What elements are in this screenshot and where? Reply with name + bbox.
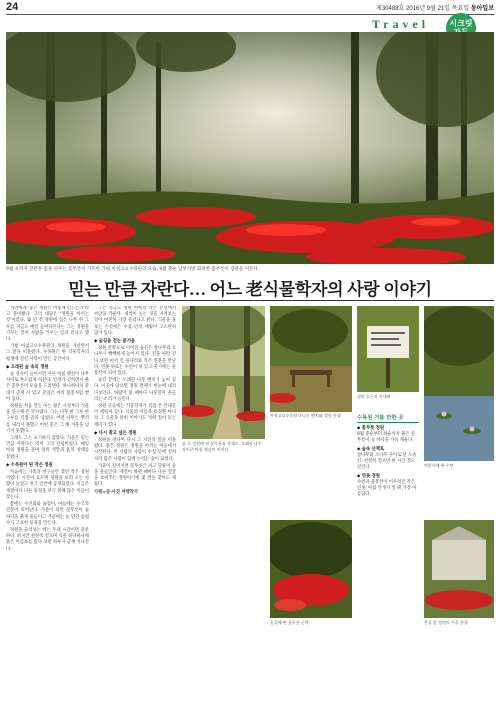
paper-name: 동아일보 (470, 6, 494, 12)
paragraph: 정원을 처음 만든 이는 젊은 시절부터 식물을 연구해 온 학자였다. 그는 나무 한 그루 한 그루를 직접 골라 심었다. 어떤 나무는 뿌리를 내리지 못했고 어떤 꽃은 그 해 겨울을 넘기지 못했다. (6, 404, 89, 434)
article-column-2 (94, 306, 176, 686)
paragraph: 그래도 그는 포기하지 않았다. 식물은 믿는 만큼 자란다는 것이 그의 신념이었다. 매일 아침 정원을 돌며 잎의 색깔과 흙의 상태를 살폈다. (6, 436, 89, 460)
photo5-caption: 숲길에 핀 꽃무릇 군락 (270, 620, 309, 625)
paragraph: 정원 곳곳에는 식물학자가 직접 쓴 안내문이 세워져 있다. 식물의 이름과 특징뿐 아니라 그 식물과 얽힌 이야기도 적혀 있어 읽는 재미가 있다. (94, 404, 176, 428)
paragraph: 가평 아침고요수목원의 정원을 거닐면서 그 말을 떠올렸다. 수목원은 한 식물학자의 평생에 걸친 사랑이 만든 공간이다. (6, 344, 89, 362)
paragraph: 지인에게 '좋은 정원은 어떻게 만드는가'라고 물어봤다. 그의 대답은 '정원을 아끼는 것'이었다. 몇 년 전 정원에 심은 나무 한 그루를 지금도 매일 들여다본다는 그는 정원을 가꾸는 일이 사람을 키우는 일과 같다고 했다. (6, 306, 89, 343)
info-box-title: 수목원 가볼 만한 곳 (357, 413, 419, 423)
section-label: Travel (372, 17, 430, 31)
paragraph: 봄에는 수선화와 튤립이, 여름에는 수국과 연꽃이 피어난다. 가을이 되면 꽃무릇이 숲 바닥을 붉게 물들이고 겨울에는 눈 덮인 침엽수가 고요한 풍경을 만든다. (6, 502, 89, 526)
info-box (357, 413, 419, 713)
photo-greenhouse (424, 520, 494, 618)
info-item-name: ◆ 꽃무릇 정원 (357, 426, 385, 431)
info-item (357, 474, 419, 498)
info-item-name: ◆ 숲속 산책로 (357, 447, 385, 452)
article-title: 믿는 만큼 자란다… 어느 老식물학자의 사랑 이야기 (68, 280, 432, 299)
paragraph: 정원 안쪽으로 이어진 숲길은 참나무와 소나무가 빽빽하게 늘어서 있다. 길을 따라 걷다 보면 이끼 낀 돌다리와 작은 연못을 만난다. 연못 위로는 수련이 떠 있고 물가에는 물봉선이 피어 있다. (94, 346, 176, 377)
info-item-desc: 참나무와 소나무 사이로 난 오솔길. 천천히 걸으면 한 시간 정도 걸린다. (357, 453, 417, 470)
paragraph: 숲길 끝에는 오래된 나무 벤치가 놓여 있다. 이곳에 앉으면 정원 전체가 한눈에 내려다보인다. 바람이 불 때마다 나뭇잎이 흔들리는 소리가 들린다. (94, 378, 176, 402)
page-number: 24 (6, 1, 19, 13)
issue-info (376, 3, 494, 12)
issue-date: 제30488호 2016년 9월 21일 목요일 (376, 6, 470, 12)
info-item (357, 447, 419, 471)
info-item-desc: 9월 중순부터 하순까지 붉은 꽃무릇이 숲 바닥을 가득 채운다. (357, 432, 416, 443)
byline: 가평=글·사진 여행작가 (94, 489, 139, 495)
info-item-name: ◆ 연못 정원 (357, 474, 380, 479)
photo-bench (270, 306, 352, 412)
main-photo-image (6, 32, 494, 264)
paragraph: 정원을 둘러보는 데는 두세 시간이면 충분하다. 하지만 천천히 걸으며 식물 하나하나에 붙은 이름표를 읽다 보면 하루가 금세 지나간다. (6, 527, 89, 552)
photo3-caption: 정원 입구의 안내판 (357, 394, 391, 399)
photo1-caption: 숲 속 정원에 핀 꽃무릇과 산책로. 오래된 나무 사이로 아침 햇살이 비친다. (182, 441, 262, 452)
subheading: ◆ 숲길을 걷는 즐거움 (94, 339, 135, 345)
main-photo-caption: 9월 초까지 진분홍 꽃을 피우는 꽃무릇이 가득한 가평 아침고요수목원의 모습. 9월 중순 남부지방 화려한 꽃무릇이 장관을 이룬다. (6, 267, 260, 272)
page-header (0, 0, 500, 14)
paragraph: 가을이 깊어지면 꽃무릇은 지고 단풍이 숲을 물들인다. 계절이 바뀔 때마다 다른 얼굴을 보여주는 정원이기에 몇 번을 찾아도 새롭다. (94, 463, 176, 488)
paragraph: 처음에는 가족과 친구들만 찾던 작은 정원이었다. 시간이 흐르며 정원을 보러 오는 사람이 늘었고 결국 일반에 공개되었다. 지금은 계절마다 다른 풍경을 보기 위해 많은 이들이 찾는다. (6, 470, 89, 500)
photo-sign (357, 306, 419, 392)
article-column-1 (6, 306, 89, 686)
photo-pond (424, 306, 494, 461)
photo6-caption: 온실 앞 정원의 가을 풍경 (424, 620, 468, 625)
paragraph: 정원을 떠나며 다시 그 지인의 말을 떠올렸다. 좋은 정원은 정원을 아끼는 마음에서 시작된다. 한 사람의 사랑이 수십 년에 걸쳐 자라 많은 사람이 함께 누리는 숲이 되었다. (94, 438, 176, 462)
info-item-desc: 수련과 물봉선이 어우러진 작은 연못. 아침 안개가 낄 때 가장 아름답다. (357, 480, 417, 497)
subheading: ◆ 다시 찾고 싶은 정원 (94, 430, 137, 436)
subheading: ◆ 오래된 숲 속의 정원 (6, 364, 49, 370)
photo-flowers (270, 520, 352, 618)
title-rule (6, 300, 494, 301)
paragraph: 그는 지금도 정원 한쪽의 작은 온실에서 씨앗을 키운다. 새싹이 돋는 것을 지켜보는 일이 여전히 가장 즐겁다고 한다. 식물을 돌보는 손길에는 수십 년의 세월이 고스란히 담겨 있다. (94, 306, 176, 336)
photo-garden-path (182, 306, 265, 439)
photo4-caption: 연못가에 핀 수련 (424, 463, 454, 468)
photo2-caption: 아침고요수목원의 나무 벤치와 정원 풍경 (270, 413, 341, 418)
info-item (357, 426, 419, 444)
badge-line-1: 시크릿 (449, 19, 473, 28)
subheading: ◆ 수목원이 된 작은 정원 (6, 462, 53, 468)
main-photo (6, 32, 494, 264)
paragraph: 숲 깊숙이 들어서면 이른 아침 햇살이 나무 사이로 부드럽게 비친다. 안개가 걷히면서 붉은 꽃무릇이 모습을 드러낸다. 하나하나의 꽃대가 곧게 서 있고 꽃잎은 마치 불꽃처럼 뻗어 있다. (6, 372, 89, 402)
header-rule (6, 14, 494, 15)
